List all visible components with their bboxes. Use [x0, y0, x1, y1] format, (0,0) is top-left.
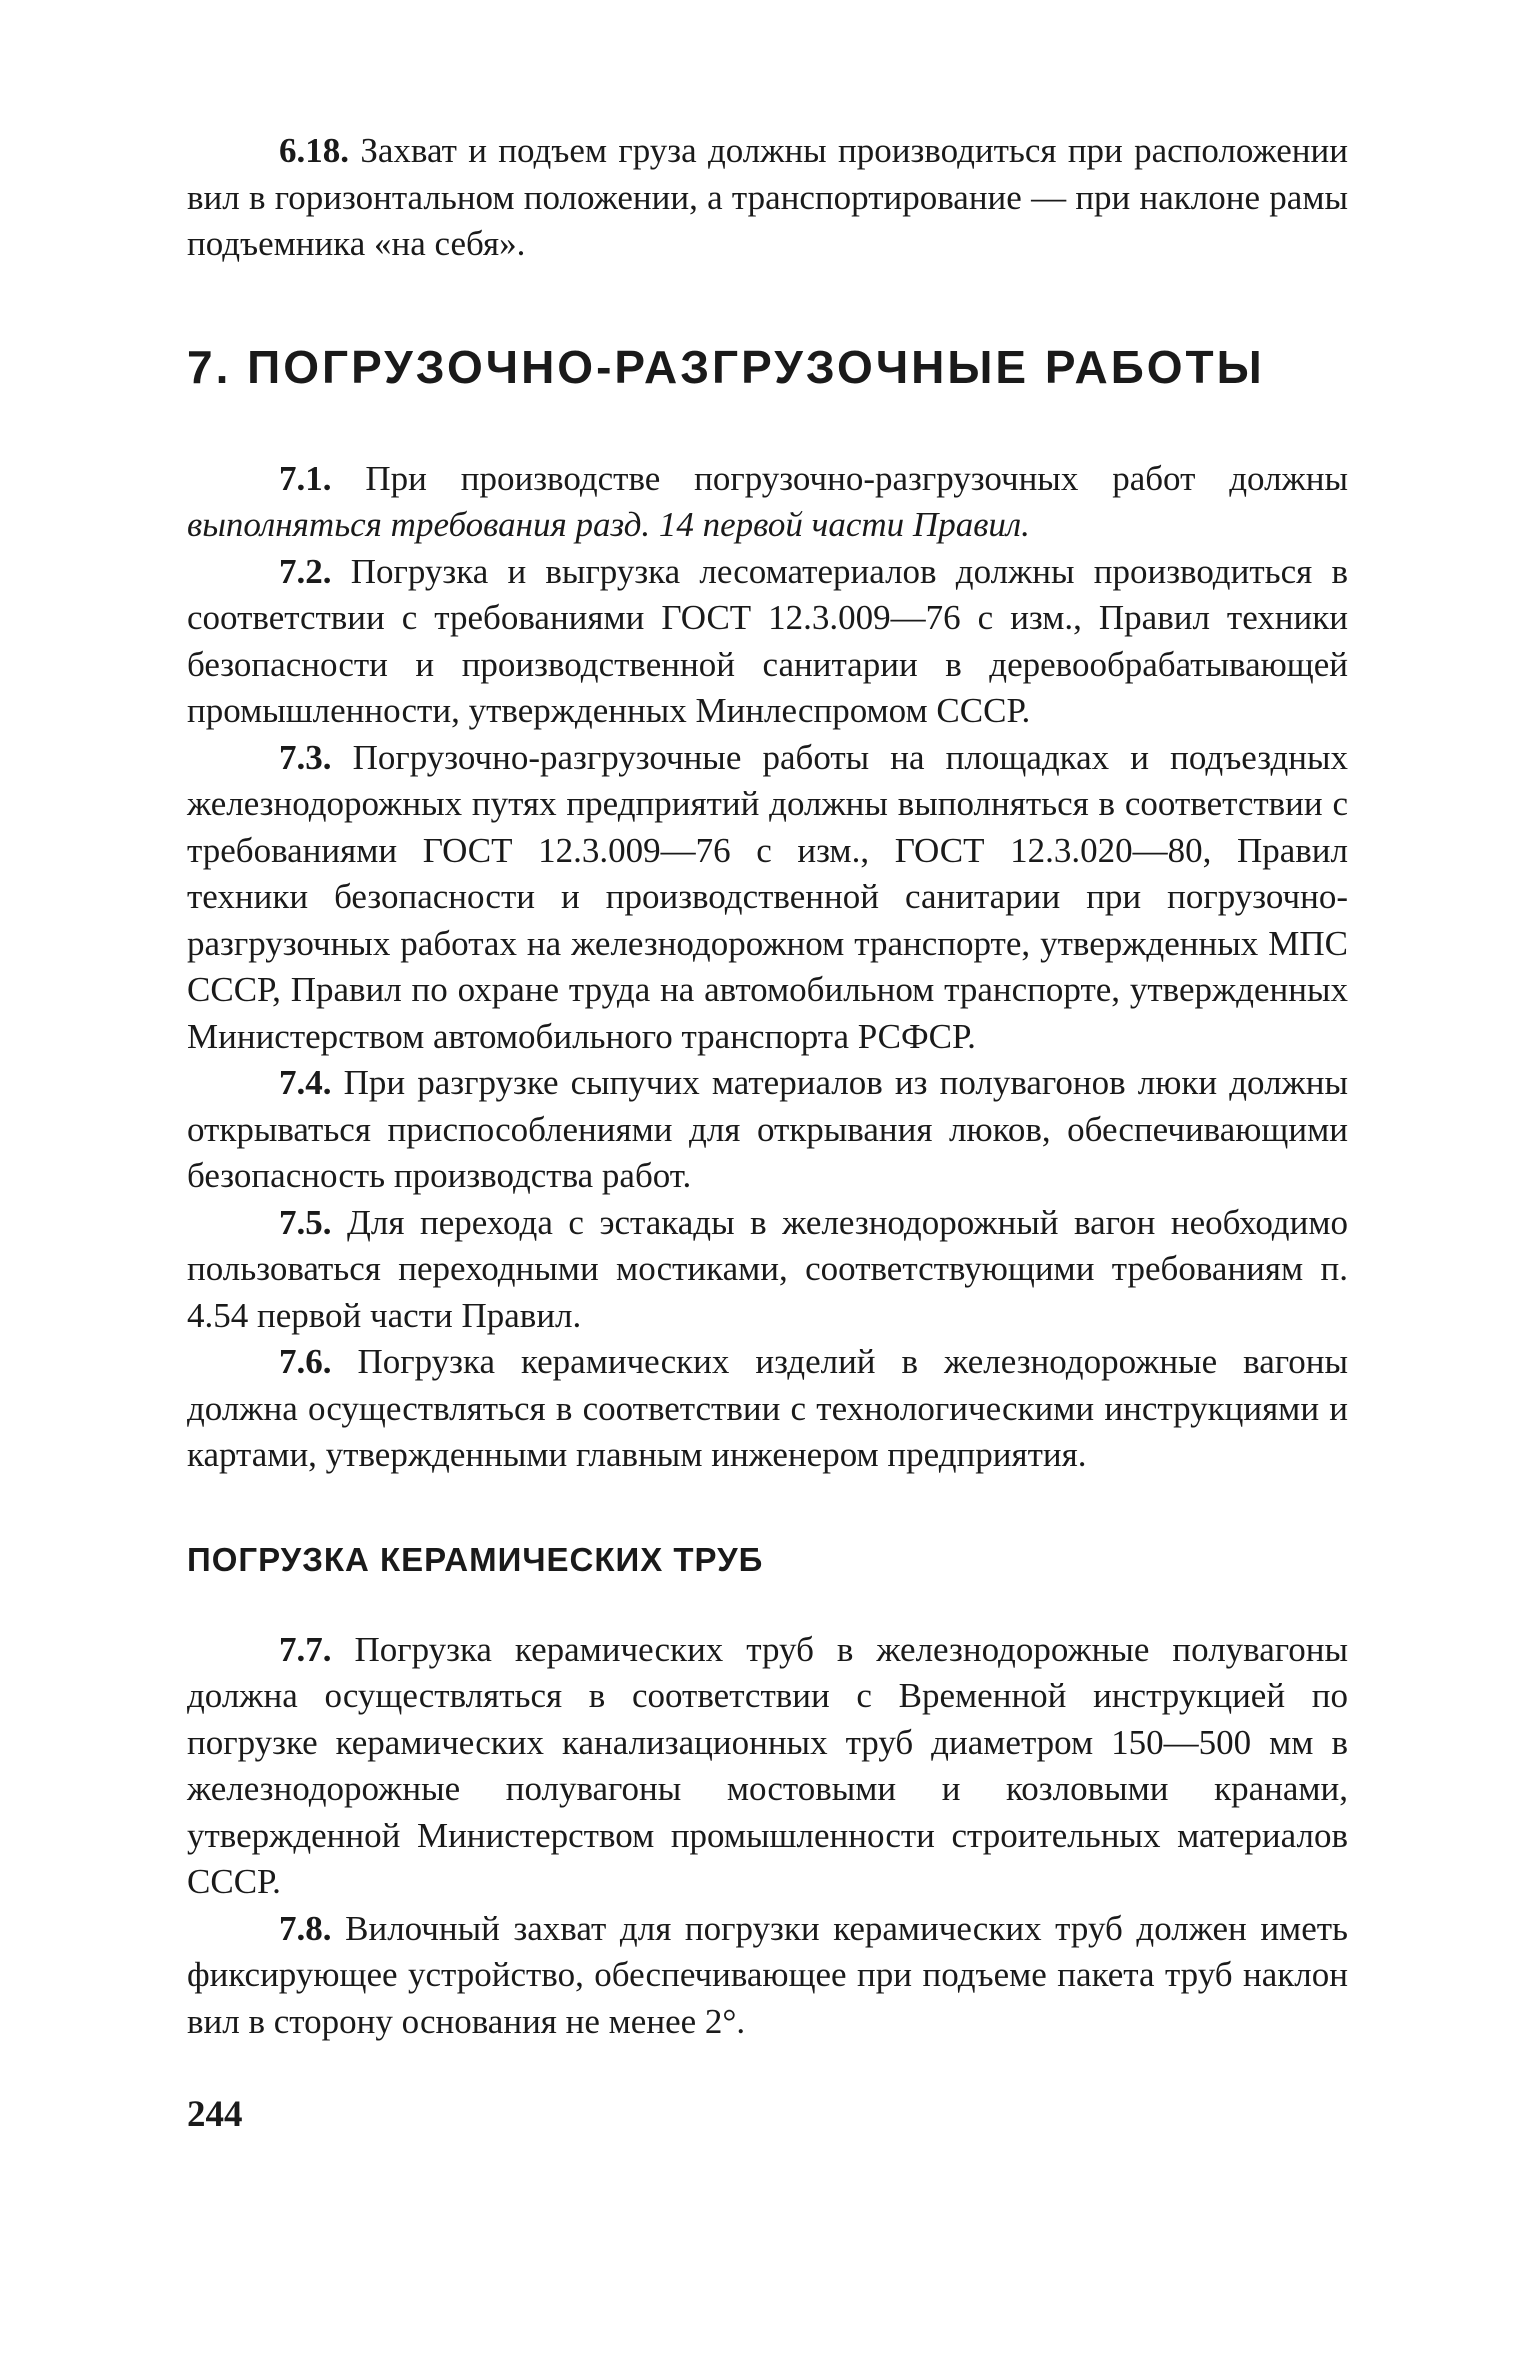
paragraph-text: Для перехода с эстакады в железнодорожный вагон необходимо пользоваться переходными мостиками, соответствующими требованиям п. 4.54 первой части Правил.	[187, 1202, 1348, 1335]
paragraph-text: Захват и подъем груза должны производиться при расположении вил в горизонтальном положении, а транспортирование — при наклоне рамы подъемника «на себя».	[187, 131, 1348, 263]
paragraph-text: При разгрузке сыпучих материалов из полувагонов люки должны открываться приспособлениями для открывания люков, обеспечивающими безопасность производства работ.	[187, 1063, 1348, 1195]
paragraph-text: Погрузка керамических труб в железнодорожные полувагоны должна осуществляться в соответствии с Временной инструкцией по погрузке керамических канализационных труб диаметром 150—500 мм в железнодорожные полувагоны мостовыми и козловыми кранами, утвержденной Министерством промышленности строительных материалов СССР.	[187, 1629, 1348, 1901]
paragraph-number: 7.7.	[279, 1629, 332, 1669]
paragraph-number: 7.2.	[279, 551, 332, 591]
paragraph-7-6	[187, 1339, 1348, 1479]
paragraph-number: 7.3.	[279, 737, 332, 777]
paragraph-7-8	[187, 1906, 1348, 2046]
paragraph-7-1	[187, 456, 1348, 549]
paragraph-7-5	[187, 1200, 1348, 1340]
paragraph-text: Вилочный захват для погрузки керамических труб должен иметь фиксирующее устройство, обеспечивающее при подъеме пакета труб наклон вил в сторону основания не менее 2°.	[187, 1908, 1348, 2041]
paragraph-italic-text: выполняться требования разд. 14 первой части Правил.	[187, 505, 1030, 544]
paragraph-number: 7.1.	[279, 458, 332, 498]
subsection-title: ПОГРУЗКА КЕРАМИЧЕСКИХ ТРУБ	[187, 1540, 764, 1578]
paragraph-7-3	[187, 735, 1348, 1061]
paragraph-text: Погрузка керамических изделий в железнодорожные вагоны должна осуществляться в соответствии с технологическими инструкциями и картами, утвержденными главным инженером предприятия.	[187, 1342, 1348, 1474]
paragraph-7-4	[187, 1060, 1348, 1200]
paragraph-6-18	[187, 128, 1348, 268]
document-page	[187, 128, 1348, 2136]
paragraph-text: Погрузка и выгрузка лесоматериалов должны производиться в соответствии с требованиями ГОСТ 12.3.009—76 с изм., Правил техники безопасности и производственной санитарии в деревообрабатывающей промышленности, утвержденных Минлеспромом СССР.	[187, 551, 1348, 730]
paragraph-number: 6.18.	[279, 131, 349, 170]
paragraph-text: При производстве погрузочно-разгрузочных работ должны	[331, 458, 1348, 498]
paragraph-7-7	[187, 1627, 1348, 1906]
section-title: 7. ПОГРУЗОЧНО-РАЗГРУЗОЧНЫЕ РАБОТЫ	[187, 340, 1265, 393]
page-number: 244	[187, 2094, 243, 2135]
paragraph-text: Погрузочно-разгрузочные работы на площадках и подъездных железнодорожных путях предприятий должны выполняться в соответствии с требованиями ГОСТ 12.3.009—76 с изм., ГОСТ 12.3.020—80, Правил техники безопасности и производственной санитарии при погрузочно-разгрузочных работах на железнодорожном транспорте, утвержденных МПС СССР, Правил по охране труда на автомобильном транспорте, утвержденных Министерством автомобильного транспорта РСФСР.	[187, 737, 1348, 1056]
paragraph-7-2	[187, 549, 1348, 735]
paragraph-number: 7.4.	[279, 1063, 332, 1102]
paragraph-number: 7.5.	[279, 1202, 332, 1242]
paragraph-number: 7.6.	[279, 1342, 332, 1381]
paragraph-number: 7.8.	[279, 1908, 332, 1948]
